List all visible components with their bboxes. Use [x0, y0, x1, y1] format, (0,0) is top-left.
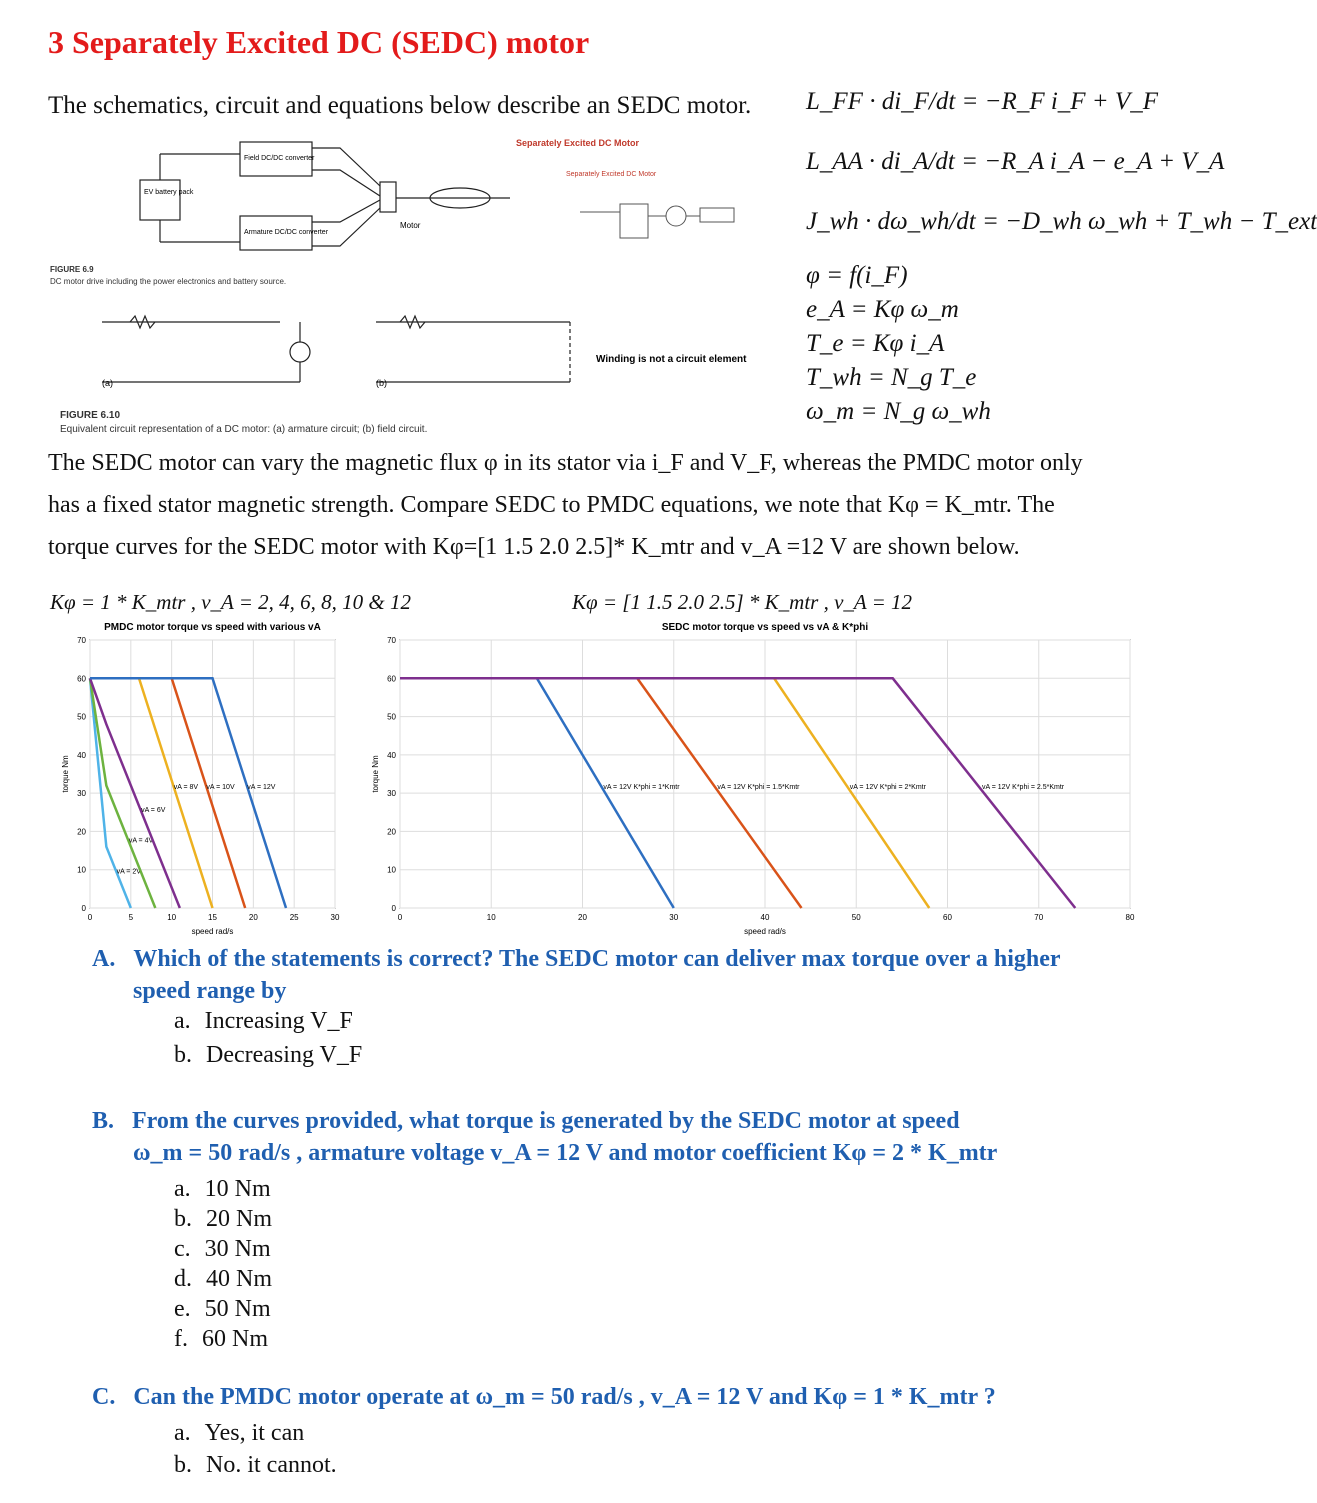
x-tick-label: 80 — [1125, 913, 1135, 922]
option-label: b. — [174, 1452, 192, 1478]
sedc-diagram-title: Separately Excited DC Motor — [516, 138, 640, 148]
option-label: e. — [174, 1296, 191, 1322]
chart-title: SEDC motor torque vs speed vs vA & K*phi — [661, 622, 869, 633]
section-title: 3 Separately Excited DC (SEDC) motor — [48, 24, 590, 60]
question-b-option-c[interactable] — [174, 1236, 271, 1263]
question-c-letter: C. — [92, 1384, 116, 1410]
y-tick-label: 0 — [391, 904, 396, 913]
option-label: b. — [174, 1206, 192, 1232]
x-tick-label: 30 — [330, 913, 340, 922]
left-chart-heading: Kφ = 1 * K_mtr , v_A = 2, 4, 6, 8, 10 & 12 — [50, 590, 411, 614]
option-text: 10 Nm — [204, 1176, 271, 1202]
question-b-option-d[interactable] — [174, 1266, 272, 1293]
option-label: c. — [174, 1236, 191, 1262]
option-text: 20 Nm — [206, 1206, 272, 1232]
battery-label: EV battery pack — [144, 189, 194, 196]
field-converter-label: Field DC/DC converter — [244, 155, 315, 162]
sedc-mini-diagram — [580, 204, 734, 238]
question-b-line1: From the curves provided, what torque is generated by the SEDC motor at speed — [132, 1108, 960, 1134]
circuit-a-label: (a) — [102, 378, 113, 388]
series-label: vA = 10V — [206, 784, 235, 792]
x-tick-label: 15 — [208, 913, 217, 922]
option-label: a. — [174, 1420, 191, 1446]
right-chart-heading: Kφ = [1 1.5 2.0 2.5] * K_mtr , v_A = 12 — [572, 590, 913, 614]
question-a-line1: Which of the statements is correct? The SEDC motor can deliver max torque over a higher — [133, 946, 1061, 972]
y-tick-label: 30 — [77, 789, 86, 799]
y-axis-label: torque Nm — [371, 755, 380, 793]
question-b-letter: B. — [92, 1108, 115, 1134]
series-label: vA = 12V — [247, 784, 276, 792]
figure-6-10-label: FIGURE 6.10 — [60, 410, 121, 421]
circuit-b-label: (b) — [376, 378, 387, 388]
sedc-torque-chart — [360, 620, 1140, 942]
y-tick-label: 20 — [77, 827, 86, 837]
question-b-option-a[interactable] — [174, 1176, 271, 1203]
equation-speed: ω_m = N_g ω_wh — [806, 398, 991, 425]
equation-wheel-torque: T_wh = N_g T_e — [806, 364, 977, 391]
question-c-text — [92, 1384, 996, 1411]
equation-backemf: e_A = Kφ ω_m — [806, 296, 959, 323]
x-tick-label: 40 — [760, 913, 770, 922]
x-tick-label: 10 — [486, 913, 496, 922]
series-label: vA = 12V K*phi = 1*Kmtr — [603, 784, 680, 792]
x-tick-label: 0 — [397, 913, 403, 922]
armature-circuit — [102, 316, 310, 382]
question-b-option-e[interactable] — [174, 1296, 271, 1323]
option-text: 60 Nm — [202, 1326, 268, 1352]
y-tick-label: 40 — [387, 750, 396, 760]
sedc-diagram-subtitle: Separately Excited DC Motor — [566, 171, 657, 178]
option-text: 40 Nm — [206, 1266, 272, 1292]
series-label: vA = 4V — [128, 837, 154, 845]
x-tick-label: 20 — [248, 913, 258, 922]
y-tick-label: 60 — [77, 674, 86, 684]
chart-title: PMDC motor torque vs speed with various vA — [104, 622, 321, 633]
question-c-line1: Can the PMDC motor operate at ω_m = 50 rad/s , v_A = 12 V and Kφ = 1 * K_mtr ? — [133, 1384, 996, 1410]
y-tick-label: 10 — [387, 865, 396, 875]
paragraph-line-2: has a fixed stator magnetic strength. Compare SEDC to PMDC equations, we note that Kφ = K_mtr. The — [48, 492, 1055, 518]
series-label: vA = 12V K*phi = 1.5*Kmtr — [717, 784, 800, 792]
option-label: f. — [174, 1326, 188, 1352]
option-text: 50 Nm — [204, 1296, 271, 1322]
question-a-option-b[interactable] — [174, 1042, 362, 1069]
paragraph-line-3: torque curves for the SEDC motor with Kφ=[1 1.5 2.0 2.5]* K_mtr and v_A =12 V are shown below. — [48, 534, 1020, 560]
equation-flux: φ = f(i_F) — [806, 262, 908, 289]
x-tick-label: 0 — [87, 913, 93, 922]
series-label: vA = 2V — [116, 868, 141, 876]
question-b-option-b[interactable] — [174, 1206, 272, 1233]
x-tick-label: 60 — [943, 913, 952, 922]
x-tick-label: 20 — [578, 913, 587, 922]
x-tick-label: 30 — [669, 913, 679, 922]
x-axis-label: speed rad/s — [744, 927, 786, 936]
option-label: d. — [174, 1266, 192, 1292]
question-a-line2: speed range by — [133, 978, 287, 1004]
y-tick-label: 10 — [77, 865, 86, 875]
motor-label: Motor — [400, 221, 421, 230]
option-label: b. — [174, 1042, 192, 1068]
series-label: vA = 8V — [173, 784, 199, 792]
y-tick-label: 70 — [387, 636, 396, 645]
x-tick-label: 10 — [167, 913, 177, 922]
x-tick-label: 5 — [128, 913, 134, 922]
equation-armature: L_AA · di_A/dt = −R_A i_A − e_A + V_A — [806, 148, 1225, 175]
question-b-option-f[interactable] — [174, 1326, 268, 1353]
option-text: Increasing V_F — [204, 1008, 353, 1034]
equation-field: L_FF · di_F/dt = −R_F i_F + V_F — [806, 88, 1158, 115]
y-tick-label: 70 — [77, 636, 86, 645]
figure-6-9-caption: DC motor drive including the power electronics and battery source. — [50, 277, 287, 286]
figure-6-10-caption: Equivalent circuit representation of a DC motor: (a) armature circuit; (b) field circuit. — [60, 424, 428, 435]
option-label: a. — [174, 1008, 191, 1034]
question-a-letter: A. — [92, 946, 116, 972]
y-axis-label: torque Nm — [61, 755, 70, 793]
pmdc-torque-chart — [50, 620, 350, 942]
x-tick-label: 70 — [1034, 913, 1044, 922]
option-label: a. — [174, 1176, 191, 1202]
option-text: 30 Nm — [204, 1236, 271, 1262]
series-label: vA = 6V — [141, 807, 166, 815]
armature-converter-label: Armature DC/DC converter — [244, 229, 329, 236]
y-tick-label: 20 — [387, 827, 396, 837]
y-tick-label: 0 — [81, 904, 86, 913]
equation-torque: T_e = Kφ i_A — [806, 330, 945, 357]
series-label: vA = 12V K*phi = 2*Kmtr — [849, 784, 926, 792]
paragraph-line-1: The SEDC motor can vary the magnetic flux φ in its stator via i_F and V_F, whereas the PMDC motor only — [48, 450, 1083, 476]
series-label: vA = 12V K*phi = 2.5*Kmtr — [982, 784, 1065, 792]
y-tick-label: 50 — [77, 712, 86, 722]
intro-text: The schematics, circuit and equations below describe an SEDC motor. — [48, 92, 752, 119]
option-text: No. it cannot. — [206, 1452, 337, 1478]
field-circuit — [376, 316, 570, 382]
question-a-text — [92, 946, 1061, 973]
question-c-option-b[interactable] — [174, 1452, 337, 1479]
motor-schematic-figure — [40, 130, 800, 440]
option-text: Decreasing V_F — [206, 1042, 363, 1068]
equation-wheel: J_wh · dω_wh/dt = −D_wh ω_wh + T_wh − T_ext — [806, 208, 1317, 235]
y-tick-label: 40 — [77, 750, 86, 760]
question-a-option-a[interactable] — [174, 1008, 353, 1035]
option-text: Yes, it can — [204, 1420, 305, 1446]
winding-note: Winding is not a circuit element — [596, 354, 747, 365]
y-tick-label: 60 — [387, 674, 396, 684]
question-b-line2: ω_m = 50 rad/s , armature voltage v_A = 12 V and motor coefficient Kφ = 2 * K_mtr — [133, 1140, 998, 1166]
figure-6-9-label: FIGURE 6.9 — [50, 265, 94, 274]
x-tick-label: 50 — [851, 913, 861, 922]
question-b-text — [92, 1108, 960, 1135]
y-tick-label: 30 — [387, 789, 396, 799]
question-c-option-a[interactable] — [174, 1420, 304, 1447]
x-tick-label: 25 — [289, 913, 299, 922]
y-tick-label: 50 — [387, 712, 396, 722]
x-axis-label: speed rad/s — [191, 927, 234, 936]
